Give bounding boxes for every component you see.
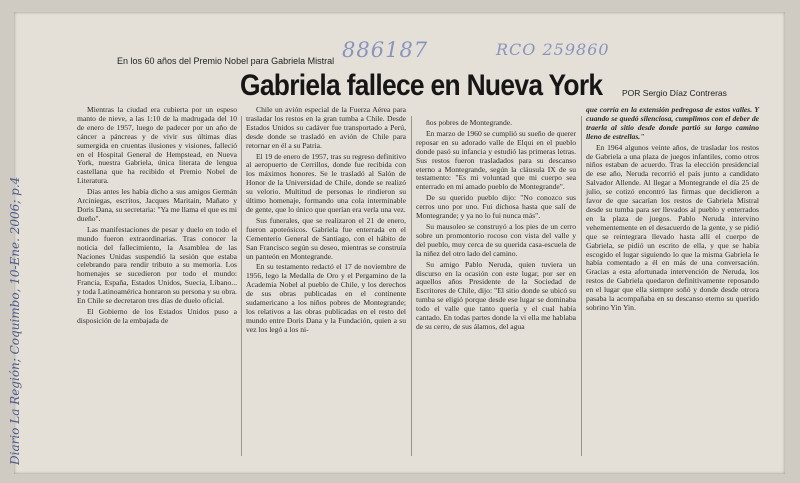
paragraph: En su testamento redactó el 17 de noviembre de 1956, lego la Medalla de Oro y el Pergamino de la Academia Nobel al pueblo de Chile, y los derechos de sus obras publicadas en el continente sudamericano a los niños pobres de Montegrande; los relativos a las obras publicadas en el resto del mundo entre Doris Dana y la Fundación, quien a su vez los legó a los ni- [246, 262, 406, 334]
article-headline: Gabriela fallece en Nueva York [240, 69, 603, 102]
article-column-3 [416, 119, 576, 334]
column-divider [411, 116, 412, 456]
paragraph: En marzo de 1960 se cumplió su sueño de querer reposar en su adorado valle de Elqui en el pueblo donde pasó su infancia y estudió las primeras letras. Sus restos fueron trasladados para su descanso eterno a Montegrande, según la cláusula IX de su testamento: "Es mi voluntad que mi cuerpo sea enterrado en mi amado pueblo de Montegrande". [416, 128, 576, 192]
column-divider [581, 116, 582, 456]
handwritten-archive-code: RCO 259860 [496, 40, 610, 59]
paragraph: Chile un avión especial de la Fuerza Aérea para trasladar los restos en la gran tumba a Chile. Desde Estados Unidos su cadáver fue transportado a Perú, desde donde se trasladó en avión de Chile para retornar en él a su Patria. [246, 105, 406, 150]
newspaper-clipping [14, 12, 785, 474]
article-byline: POR Sergio Díaz Contreras [622, 88, 727, 98]
paragraph-quote: que corría en la extensión pedregosa de estos valles. Y cuando se quedó silenciosa, cumplimos con el deber de traerla al sitio desde donde partió su largo camino lleno de estrellas." [586, 105, 759, 141]
paragraph: En 1964 algunos veinte años, de trasladar los restos de Gabriela a una plaza de juegos infantiles, como otros niños estaban de acuerdo. Tras la elección presidencial de ese año, Neruda recorrió el país junto a candidato Salvador Allende. Al llegar a Montegrande el día 25 de julio, se cotizó encontró las firmas que decidieron a favor de que sacarían los restos de Gabriela Mistral desde su tumba para ser llevados al pueblo y enterrados en la plaza de juegos. Pablo Neruda intervino vehementemente en el desacuerdo de la gente, y se pidió que se reintegrara llevado hasta allí el cuerpo de Gabriela, se pidió un escrito de ella, y que se había escogido el lugar siguiendo lo que la misma Gabriela le había comentado a él en más de una conversación. Gracias a esta afortunada intervención de Neruda, los restos de Gabriela quedaron definitivamente reposando en el lugar que ella siempre soñó y donde desde otrora pasaba la acompañaba en su descanso eterno su querido sobrino Yin Yin. [586, 142, 759, 312]
paragraph: ños pobres de Montegrande. [426, 118, 513, 127]
handwritten-source-note: Diario La Región; Coquimbo, 10-Ene. 2006; p.4 [8, 176, 22, 465]
paragraph: Mientras la ciudad era cubierta por un espeso manto de nieve, a las 1:10 de la madrugada del 10 de enero de 1957, luego de padecer por un año de cáncer a páncreas y de vivir sus últimas días sumergida en cruentas ilusiones y visiones, falleció en el Hospital General de Hempstead, en Nueva York, nuestra Gabriela, única literata de lengua castellana que ha recibido el Premio Nobel de Literatura. [77, 105, 237, 186]
paragraph: Sus funerales, que se realizaron el 21 de enero, fueron apoteósicos. Gabriela fue enterrada en el Cementerio General de Santiago, con el hábito de San Francisco según su deseo, mientras se construía un panteón en Montegrande. [246, 215, 406, 261]
article-column-2 [246, 106, 406, 337]
paragraph: Su amigo Pablo Neruda, quien tuviera un discurso en la ocasión con este lugar, por ser en aquellos años Presidente de la Sociedad de Escritores de Chile, dijo: "El sitio donde se ubicó su tumba se eligió porque desde ese lugar se dominaba todo el valle que tanto quería y el cual había cantado. En todas partes donde la vi ella me hablaba de su cerro, de sus álamos, del agua [416, 259, 576, 331]
paragraph: Las manifestaciones de pesar y duelo en todo el mundo fueron extraordinarias. Tras conocer la noticia del fallecimiento, la Asamblea de las Naciones Unidas suspendió la sesión que estaba celebrando para rendir tributo a su memoria. Los homenajes se sucedieron por todo el mundo: Francia, España, Estados Unidos, Suecia, Líbano... y toda Latinoamérica honraron su persona y su obra. En Chile se decretaron tres días de duelo oficial. [77, 224, 237, 306]
column-divider [241, 116, 242, 456]
article-column-1 [77, 106, 237, 328]
paragraph: Su mausoleo se construyó a los pies de un cerro sobre un promontorio rocoso con vista del valle y del pueblo, muy cerca de su querida casa-escuela de la niñez del otro lado del camino. [416, 221, 576, 258]
paragraph: El Gobierno de los Estados Unidos puso a disposición de la embajada de [77, 306, 237, 325]
handwritten-archive-number: 886187 [342, 38, 429, 62]
paragraph: El 19 de enero de 1957, tras su regreso definitivo al aeropuerto de Cerrillos, donde fue recibida con los máximos honores. Se le trasladó al Salón de Honor de la Universidad de Chile, donde se realizó su velorio. Multitud de personas le rindieron su último homenaje, formando una cola interminable de gente, que lo único que querían era verla una vez. [246, 151, 406, 214]
article-column-4 [586, 106, 759, 315]
article-kicker: En los 60 años del Premio Nobel para Gabriela Mistral [117, 56, 335, 66]
paragraph: Días antes les había dicho a sus amigos Germán Arciniegas, escritos, Jacques Maritain, Mañato y Doris Dana, su secretaria: "Ya me llama el que es mi dueño". [77, 187, 237, 223]
paragraph: De su querido pueblo dijo: "No conozco sus cerros uno por uno. Fui dichosa hasta que salí de Montegrande; y ya no lo fui nunca más". [416, 193, 576, 221]
